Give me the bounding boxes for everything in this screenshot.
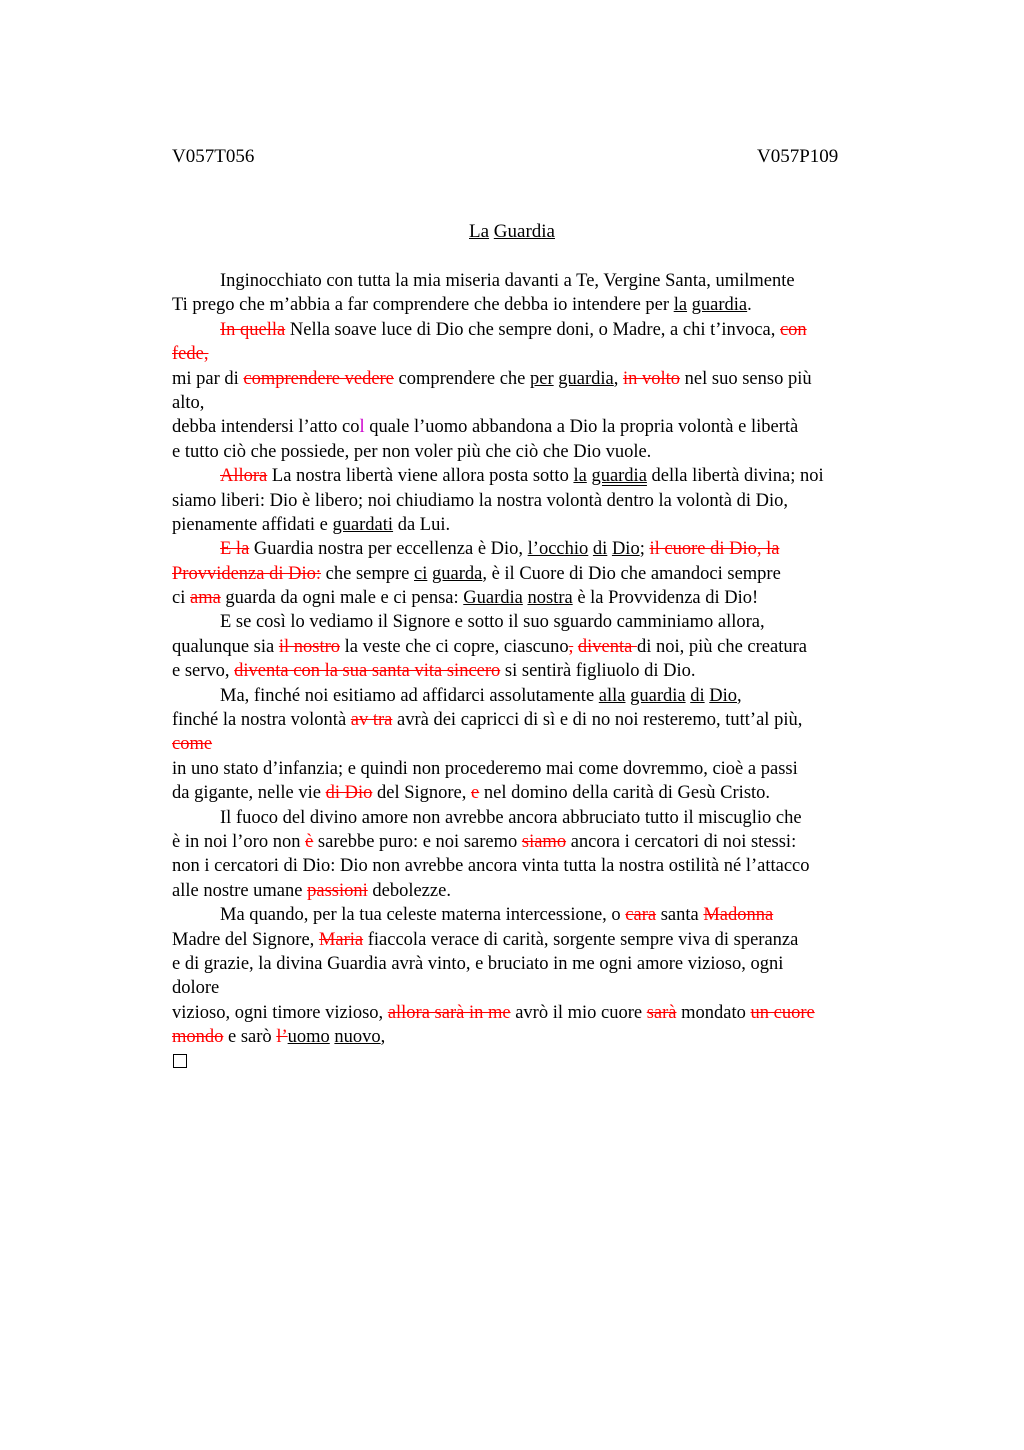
deleted-text: sarà (646, 1002, 677, 1023)
end-marker-line (172, 1050, 902, 1074)
text-segment: quale l’uomo abbandona a Dio la propria volontà e libertà (364, 417, 799, 438)
text-line (172, 1025, 902, 1049)
text-segment: finché la nostra volontà (172, 710, 351, 731)
text-segment: del Signore, (372, 783, 472, 804)
text-segment: , (736, 685, 742, 706)
text-segment: ; (639, 539, 650, 560)
deleted-text: , (568, 636, 574, 657)
deleted-text: è (305, 831, 314, 852)
underlined-text: la (573, 466, 587, 487)
text-segment: si sentirà figliuolo di Dio. (500, 661, 696, 682)
text-segment: Inginocchiato con tutta la mia miseria davanti a Te, Vergine Santa, umilmente (220, 271, 795, 291)
underlined-text: nostra (527, 588, 573, 609)
text-line (172, 293, 902, 317)
deleted-text: allora sarà in me (387, 1002, 511, 1023)
text-line (172, 684, 902, 708)
deleted-text: comprendere vedere (243, 368, 394, 389)
underlined-text: la (673, 295, 688, 316)
text-segment: la veste che ci copre, ciascuno (340, 636, 569, 657)
underlined-text: guardia (691, 295, 748, 316)
text-line (172, 903, 902, 927)
text-segment: e servo, (172, 661, 235, 682)
text-line (172, 586, 902, 610)
deleted-text: cara (625, 905, 657, 926)
text-segment: guarda da ogni male e ci pensa: (220, 588, 464, 609)
deleted-text: diventa con la sua santa vita sincero (234, 661, 501, 682)
text-line (172, 464, 902, 488)
text-segment: di noi, più che creatura (636, 636, 807, 657)
text-line (172, 757, 902, 781)
text-segment: , (380, 1027, 386, 1048)
deleted-text: siamo (521, 831, 567, 852)
deleted-text: In quella (220, 319, 286, 340)
text-line (172, 928, 902, 952)
underlined-text: guardia (630, 685, 686, 706)
deleted-text: Madonna (703, 905, 774, 926)
deleted-text: E la (220, 539, 250, 560)
deleted-text: mondo (172, 1027, 224, 1048)
text-line (172, 635, 902, 659)
underlined-text: ci (414, 563, 428, 584)
title-word-la: La (469, 221, 490, 242)
text-line (172, 610, 902, 634)
text-line (172, 440, 902, 464)
text-line (172, 854, 902, 878)
text-segment: e tutto ciò che possiede, per non voler più che ciò che Dio vuole. (172, 441, 652, 462)
text-segment: nel domino della carità di Gesù Cristo. (479, 783, 771, 804)
underlined-text: uomo (287, 1027, 330, 1048)
text-line (172, 367, 902, 391)
text-segment: ci (172, 588, 190, 609)
text-line (172, 952, 902, 976)
underlined-text: guarda (431, 563, 483, 584)
underlined-text: per (530, 368, 554, 389)
text-segment: sarebbe puro: e noi saremo (313, 831, 522, 852)
text-line (172, 830, 902, 854)
text-segment: avrà dei capricci di sì e di no noi resteremo, tutt’al più, (392, 710, 803, 731)
text-segment: da Lui. (393, 514, 451, 535)
text-line (172, 489, 902, 513)
text-line (172, 342, 902, 366)
text-segment: pienamente affidati e (172, 514, 333, 535)
text-line (172, 391, 902, 415)
text-segment: mondato (676, 1002, 751, 1023)
text-segment: è in noi l’oro non (172, 831, 306, 852)
document-body (172, 269, 902, 1074)
text-segment: Nella soave luce di Dio che sempre doni, o Madre, a chi t’invoca, (285, 319, 780, 340)
deleted-text: e (471, 783, 480, 804)
text-line (172, 781, 902, 805)
text-segment: della libertà divina; noi (646, 466, 824, 487)
text-segment: ancora i cercatori di noi stessi: (566, 831, 797, 852)
text-segment: vizioso, ogni timore vizioso, (172, 1002, 388, 1023)
underlined-text: di (690, 685, 705, 706)
deleted-text: in volto (623, 368, 681, 389)
text-line (172, 269, 902, 293)
text-segment: fiaccola verace di carità, sorgente sempre viva di speranza (363, 929, 799, 950)
underlined-text: nuovo (334, 1027, 381, 1048)
text-line (172, 806, 902, 830)
text-segment: Il fuoco del divino amore non avrebbe ancora abbruciato tutto il miscuglio che (220, 807, 802, 828)
text-segment: e di grazie, la divina Guardia avrà vinto, e bruciato in me ogni amore vizioso, ogni (172, 953, 784, 974)
text-segment: Guardia nostra per eccellenza è Dio, (249, 539, 528, 560)
text-line (172, 415, 902, 439)
text-segment: non i cercatori di Dio: Dio non avrebbe ancora vinta tutta la nostra ostilità né l’attacco (172, 856, 810, 877)
underlined-text: di (592, 539, 608, 560)
deleted-text: diventa (577, 636, 637, 657)
text-line (172, 1001, 902, 1025)
text-segment: è la Provvidenza di Dio! (572, 588, 759, 609)
text-segment: mi par di (172, 368, 244, 389)
text-segment: Ma, finché noi esitiamo ad affidarci assolutamente (220, 685, 599, 706)
deleted-text: ama (189, 588, 221, 609)
deleted-text: Provvidenza di Dio: (172, 563, 322, 584)
deleted-text: fede, (172, 344, 209, 365)
deleted-text: Allora (220, 466, 268, 487)
text-segment: debba intendersi l’atto co (172, 417, 360, 438)
underlined-text: guardati (332, 514, 394, 535)
text-segment: che sempre (321, 563, 414, 584)
header-right-code: V057P109 (757, 146, 839, 167)
underlined-text: l’occhio (527, 539, 589, 560)
text-segment: dolore (172, 978, 220, 999)
deleted-text: di Dio (325, 783, 373, 804)
double-underlined-text: guardia (591, 466, 647, 487)
end-marker-box-icon (173, 1054, 187, 1068)
underlined-text: Dio (611, 539, 640, 560)
underlined-text: guardia (558, 368, 614, 389)
text-line (172, 732, 902, 756)
text-segment: , è il Cuore di Dio che amandoci sempre (482, 563, 781, 584)
deleted-text: il cuore di Dio, la (649, 539, 780, 560)
text-segment: E se così lo vediamo il Signore e sotto il suo sguardo camminiamo allora, (220, 612, 765, 633)
text-segment: santa (656, 905, 704, 926)
text-line (172, 318, 902, 342)
deleted-text: il nostro (278, 636, 341, 657)
text-line (172, 708, 902, 732)
page-title (0, 221, 1024, 243)
text-line (172, 537, 902, 561)
text-segment: avrò il mio cuore (510, 1002, 647, 1023)
deleted-text: Maria (318, 929, 364, 950)
text-segment: Ma quando, per la tua celeste materna intercessione, o (220, 905, 626, 926)
text-segment: , (613, 368, 623, 389)
underlined-text: Guardia (463, 588, 523, 609)
text-segment: siamo liberi: Dio è libero; noi chiudiamo la nostra volontà dentro la volontà di Dio, (172, 490, 789, 511)
deleted-text: un cuore (750, 1002, 815, 1023)
text-segment: alto, (172, 392, 205, 413)
text-line (172, 659, 902, 683)
text-segment: . (747, 295, 752, 316)
deleted-text: av tra (350, 710, 393, 731)
underlined-text: alla (598, 685, 626, 706)
text-segment: nel suo senso più (680, 368, 812, 389)
header-left-code: V057T056 (172, 146, 255, 167)
text-segment: da gigante, nelle vie (172, 783, 326, 804)
text-segment: qualunque sia (172, 636, 279, 657)
text-segment: debolezze. (367, 880, 451, 901)
title-word-guardia: Guardia (493, 221, 555, 242)
text-line (172, 513, 902, 537)
underlined-text: Dio (709, 685, 737, 706)
deleted-text: passioni (307, 880, 368, 901)
inserted-letter: l (359, 417, 365, 438)
deleted-text: l’ (276, 1027, 288, 1048)
text-segment: Ti prego che m’abbia a far comprendere che debba io intendere per (172, 295, 674, 316)
text-segment: alle nostre umane (172, 880, 308, 901)
text-segment: La nostra libertà viene allora posta sotto (267, 466, 574, 487)
text-line (172, 562, 902, 586)
text-segment: e sarò (223, 1027, 277, 1048)
text-line (172, 976, 902, 1000)
deleted-text: come (172, 734, 213, 755)
text-segment: in uno stato d’infanzia; e quindi non procederemo mai come dovremmo, cioè a passi (172, 758, 798, 779)
text-segment: Madre del Signore, (172, 929, 319, 950)
text-line (172, 879, 902, 903)
text-segment: comprendere che (393, 368, 531, 389)
deleted-text: con (779, 319, 807, 340)
